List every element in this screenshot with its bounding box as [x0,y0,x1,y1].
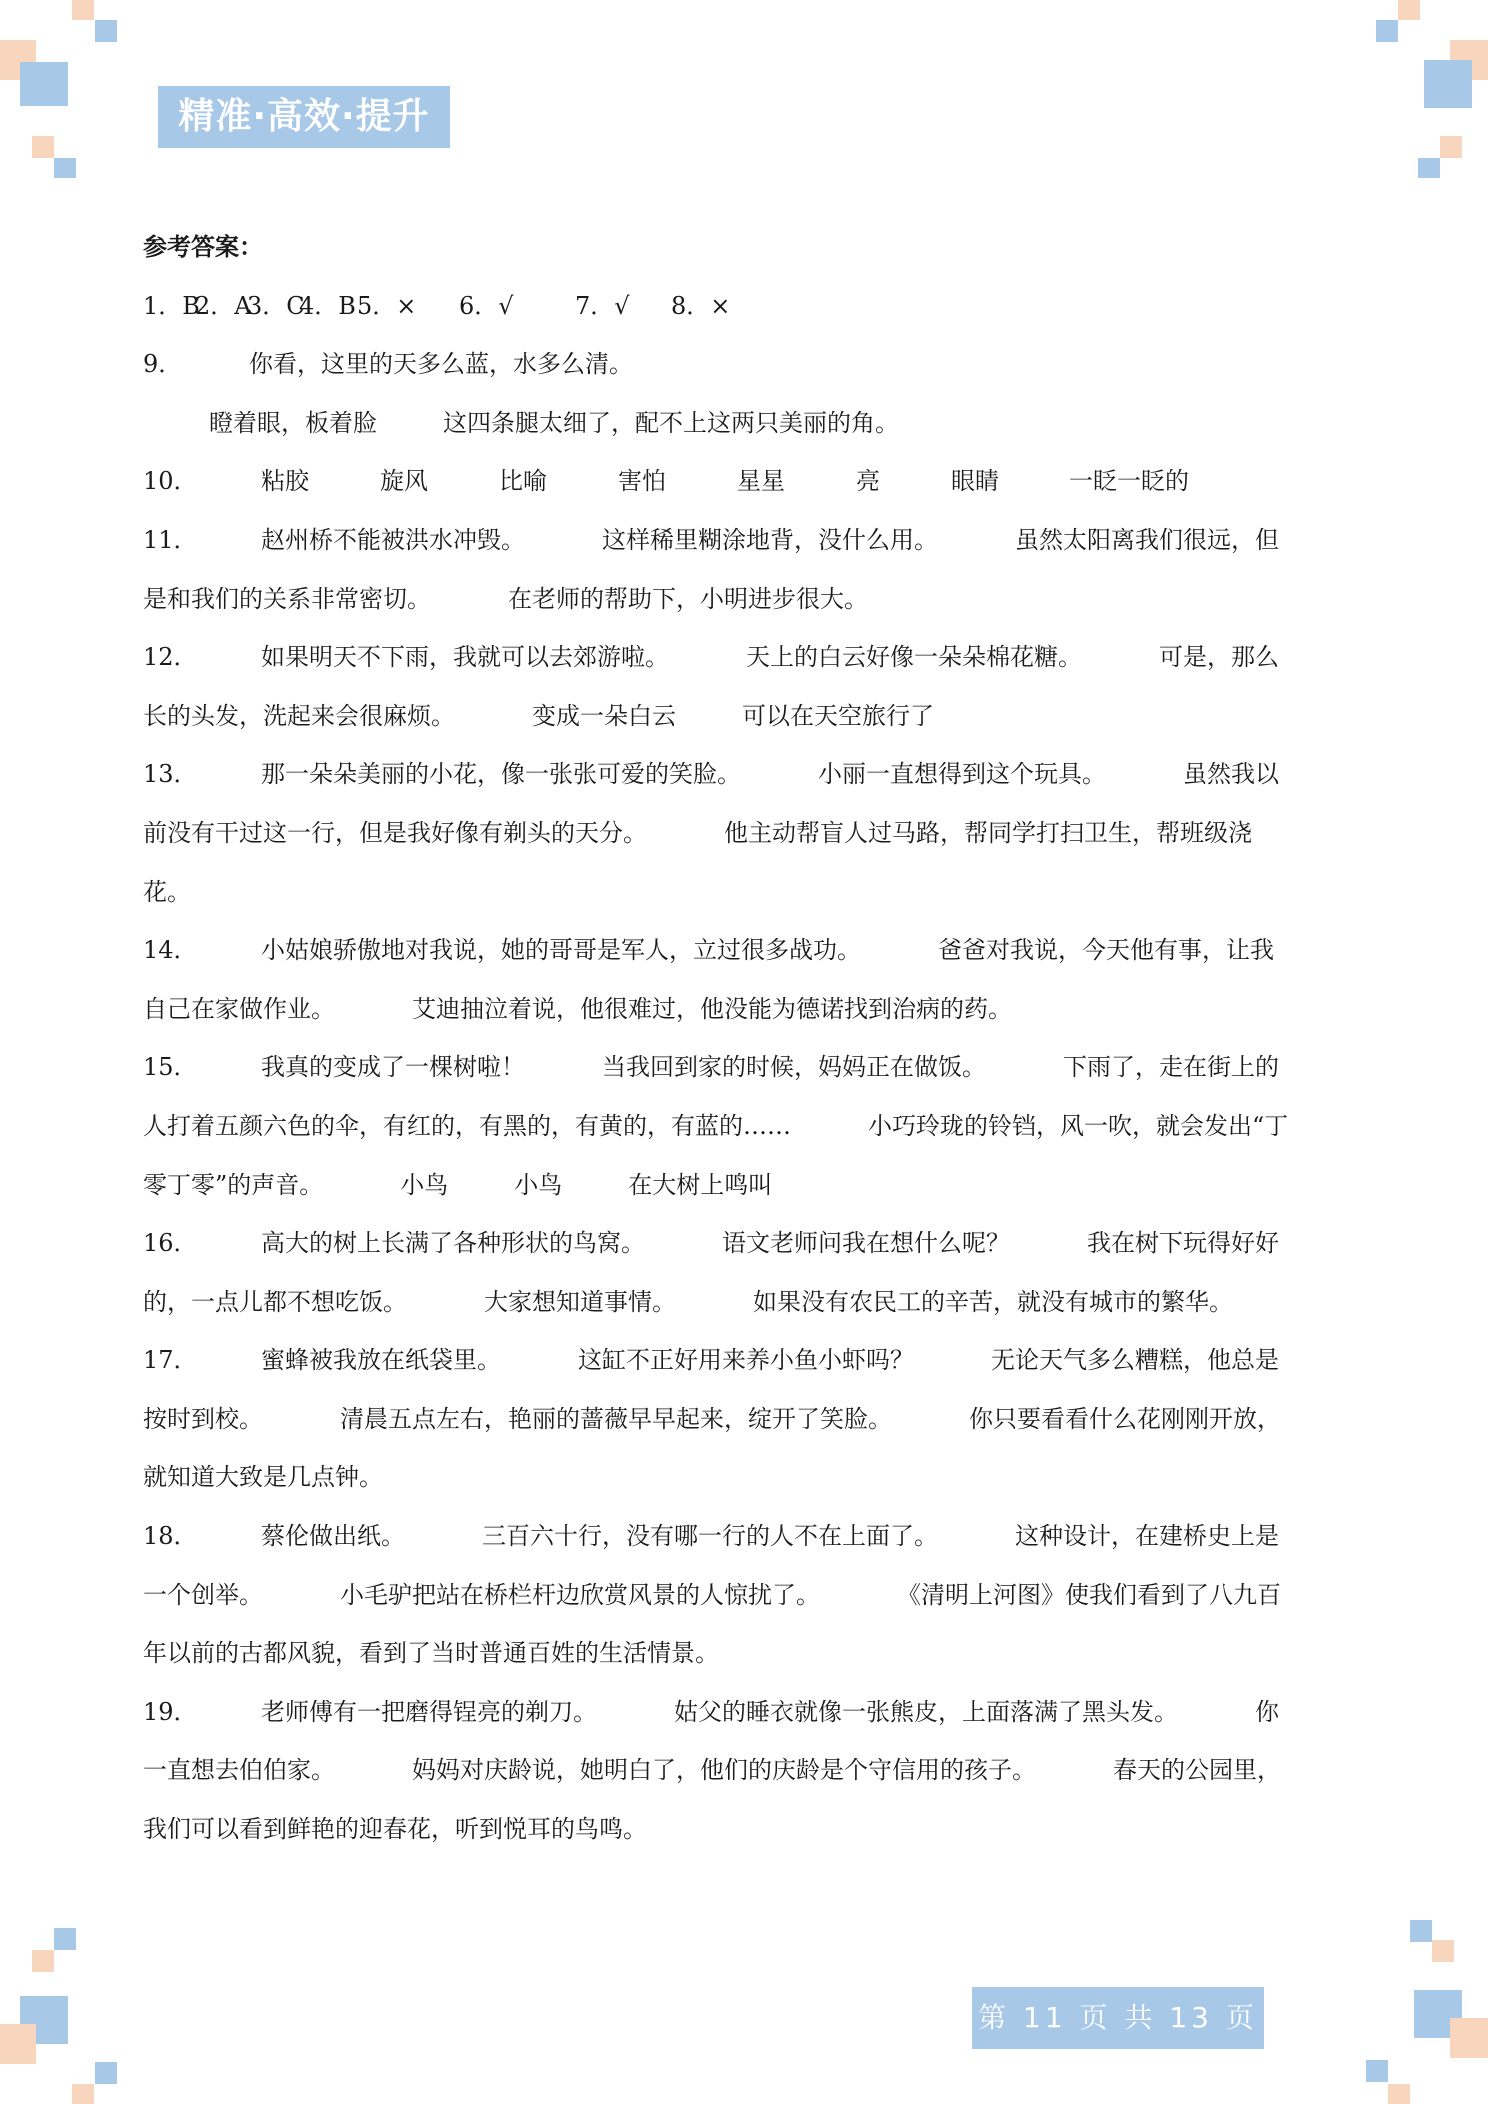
answer-text: 《清明上河图》使我们看到了八九百 [897,1580,1281,1609]
answer-text: 你 [1255,1697,1279,1726]
answer-text: 清晨五点左右，艳丽的蔷薇早早起来，绽开了笑脸。 [340,1404,892,1433]
answer-15-cont [143,1097,1343,1156]
question-number: 13． [143,760,198,789]
answer-word: 害怕 [618,467,666,496]
answer-13-cont2 [143,863,1343,922]
answer-text: 花。 [143,877,191,906]
answer-text: 如果没有农民工的辛苦，就没有城市的繁华。 [753,1287,1233,1316]
answer-text: 前没有干过这一行，但是我好像有剃头的天分。 [143,818,647,847]
answer-text: 人打着五颜六色的伞，有红的，有黑的，有黄的，有蓝的…… [143,1111,791,1140]
answer-word: 一眨一眨的 [1069,467,1189,496]
answer-text: 当我回到家的时候，妈妈正在做饭。 [602,1053,986,1082]
answer-text: 三百六十行，没有哪一行的人不在上面了。 [482,1522,938,1551]
answer-text: 艾迪抽泣着说，他很难过，他没能为德诺找到治病的药。 [412,994,1012,1023]
answer-text: 爸爸对我说，今天他有事，让我 [938,936,1274,965]
answer-text: 小毛驴把站在桥栏杆边欣赏风景的人惊扰了。 [340,1580,820,1609]
question-number: 15． [143,1053,198,1082]
question-number: 19． [143,1697,198,1726]
answer-text: 零丁零”的声音。 [143,1170,324,1199]
answer-text: 下雨了，走在街上的 [1063,1053,1279,1082]
answer-text: 小丽一直想得到这个玩具。 [818,760,1106,789]
answer-text: 无论天气多么糟糕，他总是 [991,1346,1279,1375]
answer-text: 变成一朵白云 [532,701,676,730]
question-number: 18． [143,1522,198,1551]
answer-item: 1．B [143,291,200,320]
answer-text: 这种设计，在建桥史上是 [1015,1522,1279,1551]
answer-text: 那一朵朵美丽的小花，像一张张可爱的笑脸。 [261,760,741,789]
answer-text: 虽然太阳离我们很远，但 [1015,525,1279,554]
answer-word: 亮 [856,467,880,496]
question-number: 11． [143,525,198,554]
answer-12-cont [143,687,1343,746]
answer-text: 是和我们的关系非常密切。 [143,584,431,613]
answer-text: 天上的白云好像一朵朵棉花糖。 [746,643,1082,672]
answer-text: 这四条腿太细了，配不上这两只美丽的角。 [443,408,899,437]
answer-text: 春天的公园里， [1113,1756,1281,1785]
answer-11-cont [143,570,1343,629]
answer-text: 小鸟 [400,1170,449,1199]
answer-text: 蜜蜂被我放在纸袋里。 [261,1346,501,1375]
answer-text: 你看，这里的天多么蓝，水多么清。 [249,350,633,379]
answer-text: 在大树上鸣叫 [628,1170,773,1199]
answer-text: 自己在家做作业。 [143,994,335,1023]
answer-text: 虽然我以 [1183,760,1279,789]
question-number: 17． [143,1346,198,1375]
answer-text: 可是，那么 [1159,643,1279,672]
answer-text: 赵州桥不能被洪水冲毁。 [261,525,525,554]
answer-12 [143,628,1343,687]
answer-9 [143,335,1343,394]
answer-word: 粘胶 [261,467,309,496]
answer-17-cont2 [143,1448,1343,1507]
answer-15 [143,1038,1343,1097]
answer-text: 姑父的睡衣就像一张熊皮，上面落满了黑头发。 [674,1697,1178,1726]
answer-text: 按时到校。 [143,1404,263,1433]
answer-text: 老师傅有一把磨得锃亮的剃刀。 [261,1697,597,1726]
answer-17 [143,1331,1343,1390]
answer-text: 小鸟 [514,1170,563,1199]
answer-item: 3．C [247,291,305,320]
answer-17-cont [143,1390,1343,1449]
answer-text: 我真的变成了一棵树啦！ [261,1053,525,1082]
answer-15-cont2 [143,1156,1343,1215]
question-number: 10． [143,467,198,496]
answer-item: 6．√ [459,291,514,320]
question-number: 9． [143,350,183,379]
answer-text: 就知道大致是几点钟。 [143,1463,383,1492]
answer-text: 年以前的古都风貌，看到了当时普通百姓的生活情景。 [143,1639,719,1668]
answer-9-cont [143,394,1343,453]
answer-text: 大家想知道事情。 [484,1287,676,1316]
answer-word: 旋风 [380,467,428,496]
answer-item: 8．× [671,291,731,320]
page-number-badge: 第 11 页 共 13 页 [972,1987,1264,2049]
answer-item: 2．A [195,291,252,320]
answer-item: 4．B [299,291,356,320]
answer-text: 的，一点儿都不想吃饭。 [143,1287,407,1316]
answer-text: 一直想去伯伯家。 [143,1756,335,1785]
answer-text: 语文老师问我在想什么呢？ [722,1229,1010,1258]
answer-19 [143,1683,1343,1742]
answer-10 [143,452,1343,511]
answer-text: 这缸不正好用来养小鱼小虾吗？ [578,1346,914,1375]
answer-16 [143,1214,1343,1273]
answer-19-cont [143,1741,1343,1800]
answer-text: 一个创举。 [143,1580,263,1609]
answer-18 [143,1507,1343,1566]
answer-text: 长的头发，洗起来会很麻烦。 [143,701,455,730]
answer-text: 你只要看看什么花刚刚开放， [969,1404,1281,1433]
answer-text: 我在树下玩得好好 [1087,1229,1279,1258]
answer-18-cont [143,1566,1343,1625]
answer-11 [143,511,1343,570]
answer-text: 小巧玲珑的铃铛，风一吹，就会发出“丁 [868,1111,1289,1140]
answer-18-cont2 [143,1624,1343,1683]
answer-item: 5．× [357,291,417,320]
answer-text: 我们可以看到鲜艳的迎春花，听到悦耳的鸟鸣。 [143,1815,647,1844]
answer-text: 如果明天不下雨，我就可以去郊游啦。 [261,643,669,672]
answer-item: 7．√ [575,291,630,320]
answer-text: 他主动帮盲人过马路，帮同学打扫卫生，帮班级浇 [724,818,1252,847]
answer-text: 可以在天空旅行了 [742,701,934,730]
answer-heading: 参考答案： [143,232,263,261]
answer-14-cont [143,980,1343,1039]
answer-word: 星星 [737,467,785,496]
answer-13 [143,745,1343,804]
answer-text: 小姑娘骄傲地对我说，她的哥哥是军人，立过很多战功。 [261,936,861,965]
answer-19-cont2 [143,1800,1343,1859]
header-badge: 精准·高效·提升 [158,86,450,148]
answer-text: 在老师的帮助下，小明进步很大。 [508,584,868,613]
answer-text: 这样稀里糊涂地背，没什么用。 [602,525,938,554]
question-number: 16． [143,1229,198,1258]
answer-word: 比喻 [499,467,547,496]
answer-text: 妈妈对庆龄说，她明白了，他们的庆龄是个守信用的孩子。 [412,1756,1036,1785]
answer-14 [143,921,1343,980]
answer-line-1-8 [143,277,1343,336]
answer-text: 瞪着眼，板着脸 [209,408,377,437]
question-number: 12． [143,643,198,672]
answer-text: 蔡伦做出纸。 [261,1522,405,1551]
answer-content [143,218,1343,1859]
answer-text: 高大的树上长满了各种形状的鸟窝。 [261,1229,645,1258]
answer-word: 眼睛 [951,467,999,496]
question-number: 14． [143,936,198,965]
answer-13-cont [143,804,1343,863]
answer-16-cont [143,1273,1343,1332]
